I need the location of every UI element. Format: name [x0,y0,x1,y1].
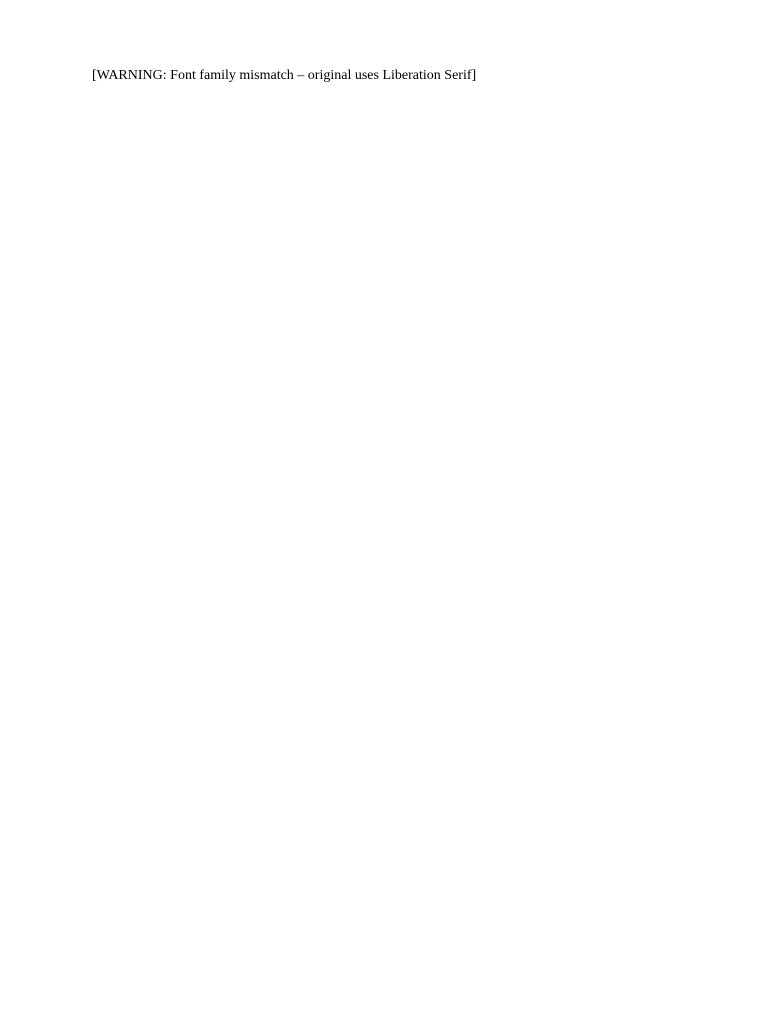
fidelity-warning: [WARNING: Font family mismatch – original uses Liberation Serif] [92,68,477,83]
